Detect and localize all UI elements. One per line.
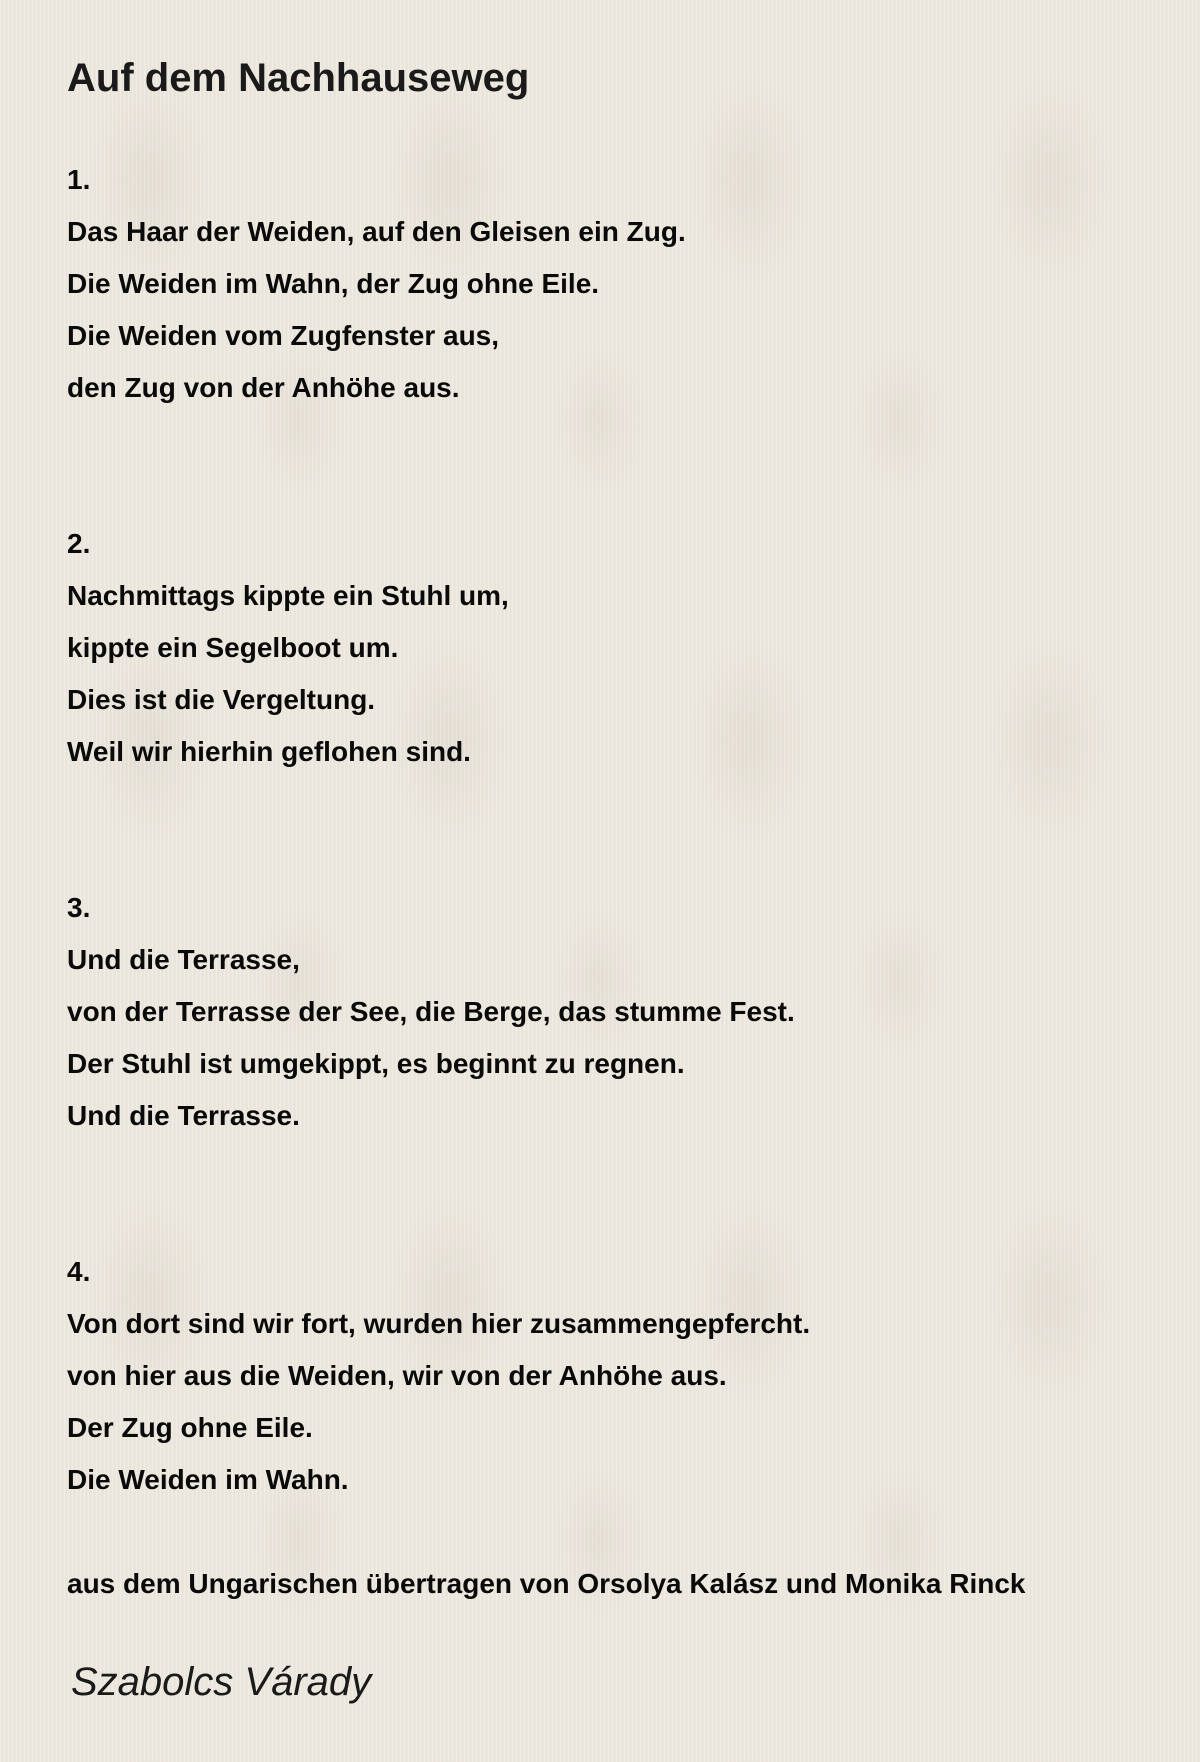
author-name: Szabolcs Várady xyxy=(71,1660,372,1704)
poem-line: kippte ein Segelboot um. xyxy=(67,632,399,663)
poem-line: von hier aus die Weiden, wir von der Anhöhe aus. xyxy=(67,1360,727,1391)
stanza-number: 2. xyxy=(67,528,91,559)
poem-line: Weil wir hierhin geflohen sind. xyxy=(67,736,471,767)
poem-title: Auf dem Nachhauseweg xyxy=(67,56,530,100)
stanza-3 xyxy=(67,882,1187,1142)
poem-line: Der Zug ohne Eile. xyxy=(67,1412,313,1443)
stanza-4 xyxy=(67,1246,1187,1506)
poem-line: Die Weiden vom Zugfenster aus, xyxy=(67,320,500,351)
poem-line: Nachmittags kippte ein Stuhl um, xyxy=(67,580,509,611)
poem-line: Von dort sind wir fort, wurden hier zusammengepfercht. xyxy=(67,1308,811,1339)
poem-line: Das Haar der Weiden, auf den Gleisen ein Zug. xyxy=(67,216,686,247)
poem-line: Dies ist die Vergeltung. xyxy=(67,684,376,715)
poem-line: Und die Terrasse, xyxy=(67,944,300,975)
poem-line: den Zug von der Anhöhe aus. xyxy=(67,372,460,403)
stanza-number: 3. xyxy=(67,892,91,923)
stanza-number: 1. xyxy=(67,164,91,195)
translator-credit: aus dem Ungarischen übertragen von Orsolya Kalász und Monika Rinck xyxy=(67,1568,1026,1599)
poem-line: Der Stuhl ist umgekippt, es beginnt zu regnen. xyxy=(67,1048,685,1079)
stanza-2 xyxy=(67,518,1187,778)
poem-container xyxy=(67,48,1187,1710)
poem-line: von der Terrasse der See, die Berge, das stumme Fest. xyxy=(67,996,795,1027)
stanza-1 xyxy=(67,154,1187,414)
stanza-number: 4. xyxy=(67,1256,91,1287)
poem-line: Und die Terrasse. xyxy=(67,1100,300,1131)
poem-line: Die Weiden im Wahn, der Zug ohne Eile. xyxy=(67,268,600,299)
poem-line: Die Weiden im Wahn. xyxy=(67,1464,349,1495)
